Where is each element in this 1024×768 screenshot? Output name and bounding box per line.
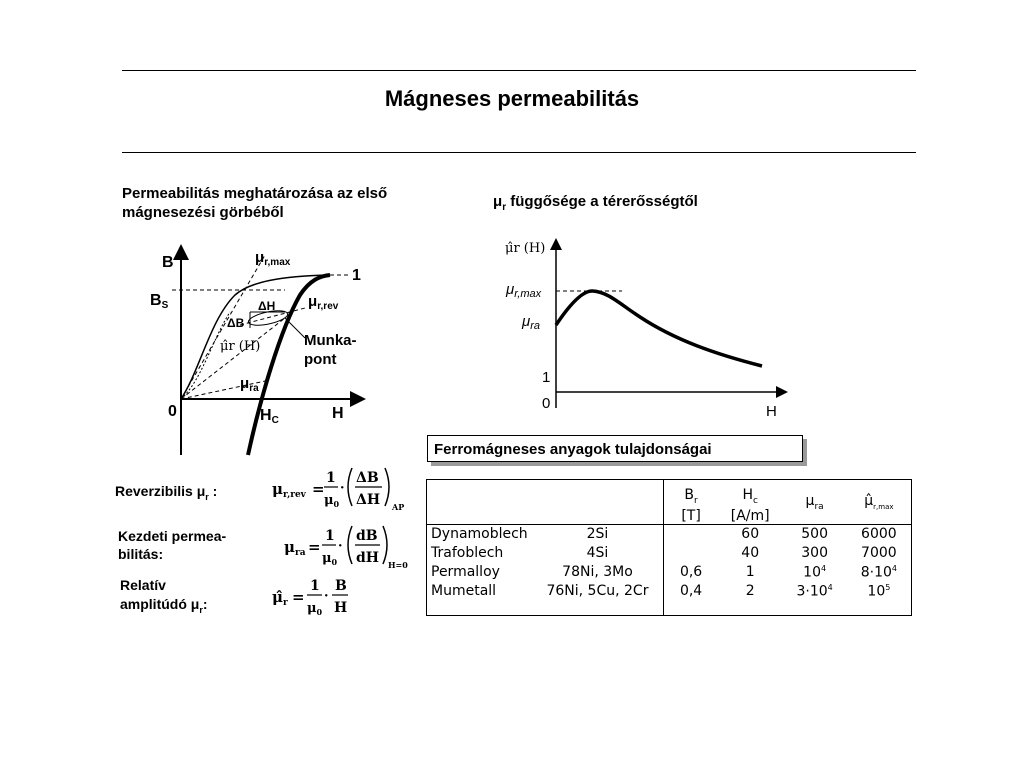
table-row: Dynamoblech 2Si 60 500 6000 xyxy=(427,524,912,544)
right-heading: $\mu_r$ függősége a térerősségtől xyxy=(493,193,698,213)
h-axis-label: H xyxy=(332,405,344,422)
svg-text:=: = xyxy=(312,480,325,498)
formulas-figure xyxy=(268,462,418,622)
svg-text:1: 1 xyxy=(326,470,336,486)
page-title: Mágneses permeabilitás xyxy=(384,86,640,111)
bs-label: BS xyxy=(150,292,169,311)
mu-curve-figure xyxy=(500,232,800,422)
svg-text:=: = xyxy=(292,588,305,606)
header-mumax: $\mû_{r,max}$ xyxy=(864,493,894,511)
svg-text:·: · xyxy=(324,589,329,604)
header-hc: $H_c$ [A/m] xyxy=(730,487,770,524)
svg-text:μ0: $\mu_0$ xyxy=(324,493,340,509)
svg-text:·: · xyxy=(338,539,343,554)
reverzibilis-label: Reverzibilis $\mu_r$ : xyxy=(115,483,218,502)
kezdeti-label-2: bilitás: xyxy=(118,546,164,562)
properties-table xyxy=(426,479,912,616)
mu-one-label: 1 xyxy=(542,369,551,386)
svg-text:AP: AP xyxy=(392,502,405,512)
svg-text:dB: dB xyxy=(356,528,378,544)
mu-hat-h-label: μ̂r (H) xyxy=(220,339,261,354)
svg-text:μ0: $\mu_0$ xyxy=(322,551,338,567)
mu-rmax-label: $\mu_{r,max}$ xyxy=(255,249,291,268)
origin-label: 0 xyxy=(168,403,177,420)
mu-origin-label: 0 xyxy=(542,395,551,412)
kezdeti-label-1: Kezdeti permea- xyxy=(118,528,227,544)
mu-ra-label: $\mu_{ra}$ xyxy=(240,375,259,394)
svg-text:μ0: $\mu_0$ xyxy=(307,601,323,617)
svg-text:·: · xyxy=(340,481,345,496)
header-mura: $\mu_{ra}$ xyxy=(805,492,824,512)
b-axis-label: B xyxy=(162,254,174,271)
svg-text:1: 1 xyxy=(310,578,320,594)
svg-text:μra: $\mu_{ra}$ xyxy=(284,538,306,558)
table-header-row xyxy=(427,480,912,525)
mu-x-axis-label: H xyxy=(766,403,777,420)
svg-text:H=0: H=0 xyxy=(388,560,408,570)
mu-curve xyxy=(556,291,762,366)
top-rule xyxy=(122,70,916,71)
hc-label: HC xyxy=(260,407,279,426)
munkapont-label-2: pont xyxy=(304,351,337,368)
svg-text:ΔH: ΔH xyxy=(356,492,381,508)
svg-text:B: B xyxy=(335,578,347,594)
mu-y-axis-label: μ̂r (H) xyxy=(505,241,546,256)
relativ-label-2: amplitúdó $\mu_r$: xyxy=(120,596,208,615)
table-row: Trafoblech 4Si 40 300 7000 xyxy=(431,545,897,562)
relativ-label-1: Relatív xyxy=(120,577,166,593)
table-title: Ferromágneses anyagok tulajdonságai xyxy=(427,435,803,462)
delta-b-label: ΔB xyxy=(227,316,245,330)
table-row: Mumetall 76Ni, 5Cu, 2Cr 0,4 2 $3\cdot 10^4$ $10^5$ xyxy=(427,582,912,616)
mu-rrev-label: $\mu_{r,rev}$ xyxy=(308,293,339,312)
svg-text:1: 1 xyxy=(325,528,335,544)
header-br: $B_r$ [T] xyxy=(664,480,718,525)
munkapont-label-1: Munka- xyxy=(304,332,357,349)
title-rule xyxy=(122,152,916,153)
mu-curve-ra-label: $\mu_{ra}$ xyxy=(522,313,540,332)
hysteresis-figure xyxy=(140,240,380,460)
svg-text:ΔB: ΔB xyxy=(356,470,379,486)
svg-text:H: H xyxy=(334,600,348,616)
svg-text:dH: dH xyxy=(356,550,380,566)
curve-1-label: 1 xyxy=(352,267,361,284)
left-heading: Permeabilitás meghatározása az első mágnesezési görbéből xyxy=(122,185,388,221)
rev-lhs: $\mu_{r,rev}$ xyxy=(272,480,306,500)
mu-curve-rmax-label: $\mu_{r,max}$ xyxy=(506,281,542,300)
svg-text:=: = xyxy=(308,538,321,556)
table-row: Permalloy 78Ni, 3Mo 0,6 1 $10^4$ $8\cdot 10^4$ xyxy=(431,563,897,581)
svg-text:μ̂r: $\mû_r$ xyxy=(272,588,288,608)
delta-h-label: ΔH xyxy=(258,299,276,313)
